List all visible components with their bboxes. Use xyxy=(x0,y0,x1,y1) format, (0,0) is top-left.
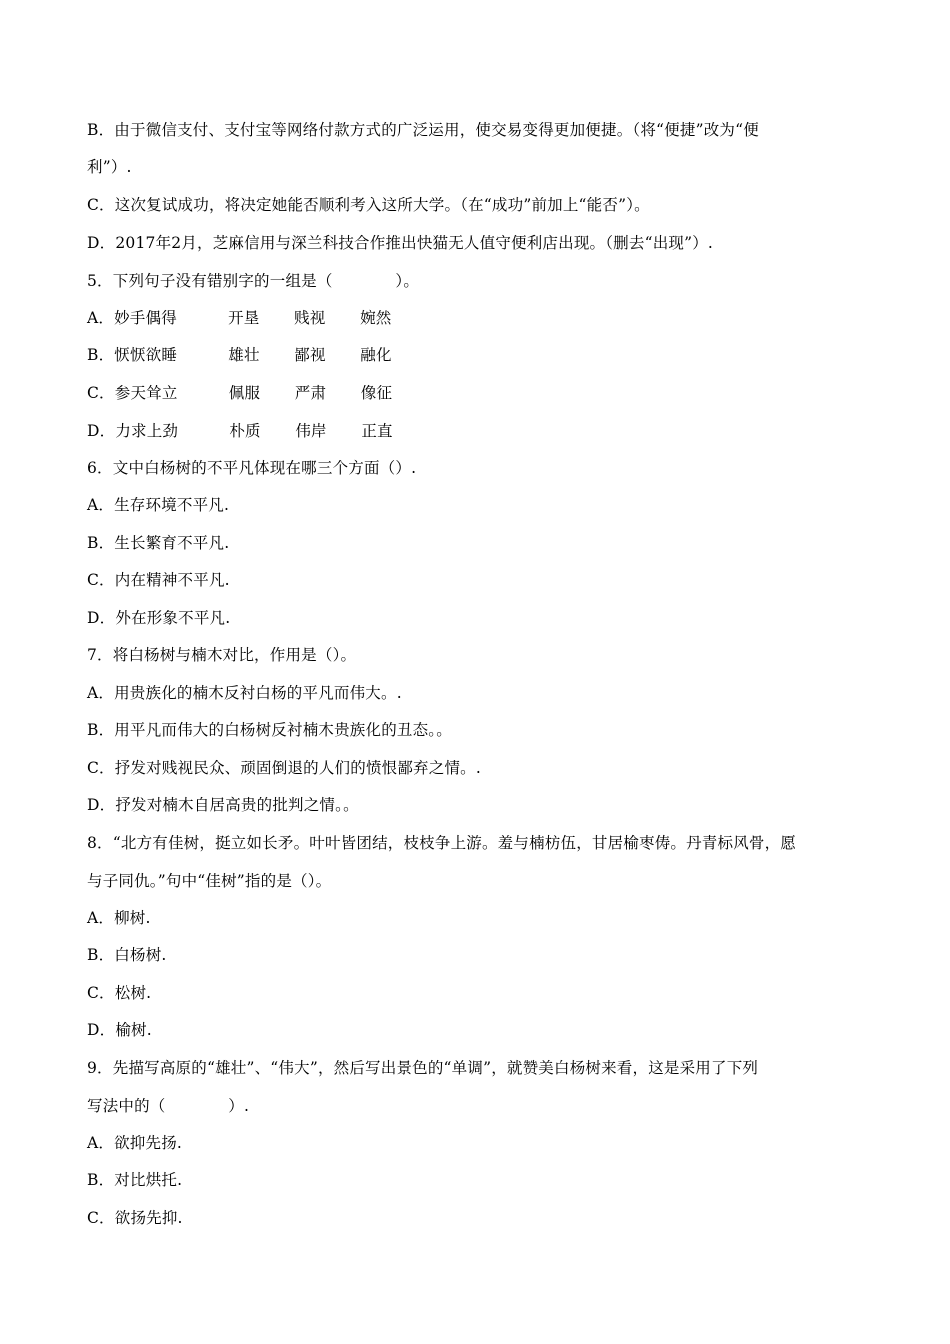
question-5: 5．下列句子没有错别字的一组是（ ）。 xyxy=(87,272,420,290)
option-d-line: D．2017年2月，芝麻信用与深兰科技合作推出快猫无人值守便利店出现。（删去“出现”）. xyxy=(87,234,714,252)
option-c-line: C．这次复试成功，将决定她能否顺利考入这所大学。（在“成功”前加上“能否”）。 xyxy=(87,196,650,214)
word: 朴质 xyxy=(229,422,261,440)
word: 佩服 xyxy=(228,384,261,402)
q5-option-b xyxy=(87,345,859,365)
question-8-line-2: 与子同仇。”句中“佳树”指的是（）。 xyxy=(87,872,332,890)
word: 开垦 xyxy=(228,309,260,327)
word: 像征 xyxy=(360,384,393,402)
q7-option-c: C．抒发对贱视民众、顽固倒退的人们的愤恨鄙弃之情。. xyxy=(87,759,481,777)
word: 融化 xyxy=(360,346,392,364)
question-9-line-1: 9．先描写高原的“雄壮”、“伟大”，然后写出景色的“单调”，就赞美白杨树来看，这是采用了下列 xyxy=(87,1059,759,1077)
q7-option-b: B．用平凡而伟大的白杨树反衬楠木贵族化的丑态。。 xyxy=(87,721,452,739)
option-label: C． xyxy=(87,384,115,402)
q8-option-a: A．柳树. xyxy=(87,909,151,927)
word: 恹恹欲睡 xyxy=(114,346,178,364)
q6-option-d: D．外在形象不平凡. xyxy=(87,609,231,627)
word: 雄壮 xyxy=(228,346,260,364)
question-6: 6．文中白杨树的不平凡体现在哪三个方面（）. xyxy=(87,459,417,477)
word: 参天耸立 xyxy=(114,384,178,402)
word: 力求上劲 xyxy=(115,422,179,440)
word: 严肃 xyxy=(294,384,327,402)
word: 伟岸 xyxy=(295,422,327,440)
q5-option-d xyxy=(87,421,859,441)
word: 鄙视 xyxy=(294,346,326,364)
option-label: A． xyxy=(87,309,115,327)
q9-option-a: A．欲抑先扬. xyxy=(87,1134,183,1152)
question-9-line-2: 写法中的（ ）. xyxy=(87,1097,250,1115)
q9-option-c: C．欲扬先抑. xyxy=(87,1209,183,1227)
word: 正直 xyxy=(361,422,393,440)
q8-option-d: D．榆树. xyxy=(87,1021,152,1039)
q6-option-a: A．生存环境不平凡. xyxy=(87,496,230,514)
q5-option-c xyxy=(87,383,859,403)
q8-option-c: C．松树. xyxy=(87,984,152,1002)
word: 贱视 xyxy=(294,309,326,327)
word: 婉然 xyxy=(360,309,392,327)
q9-option-b: B．对比烘托. xyxy=(87,1171,183,1189)
question-8-line-1: 8．“北方有佳树，挺立如长矛。叶叶皆团结，枝枝争上游。羞与楠枋伍，甘居榆枣俦。丹青标风骨，愿 xyxy=(87,834,796,852)
q7-option-d: D．抒发对楠木自居高贵的批判之情。。 xyxy=(87,796,359,814)
q6-option-c: C．内在精神不平凡. xyxy=(87,571,230,589)
option-b-line-1: B．由于微信支付、支付宝等网络付款方式的广泛运用，使交易变得更加便捷。（将“便捷”改为“便 xyxy=(87,121,759,139)
word: 妙手偶得 xyxy=(114,309,177,327)
q8-option-b: B．白杨树. xyxy=(87,946,167,964)
option-label: D． xyxy=(87,422,116,440)
q6-option-b: B．生长繁育不平凡. xyxy=(87,534,230,552)
q7-option-a: A．用贵族化的楠木反衬白杨的平凡而伟大。. xyxy=(87,684,402,702)
option-label: B． xyxy=(87,346,115,364)
option-b-line-2: 利”）. xyxy=(87,158,132,176)
question-7: 7．将白杨树与楠木对比，作用是（）。 xyxy=(87,646,357,664)
q5-option-a xyxy=(87,308,859,328)
